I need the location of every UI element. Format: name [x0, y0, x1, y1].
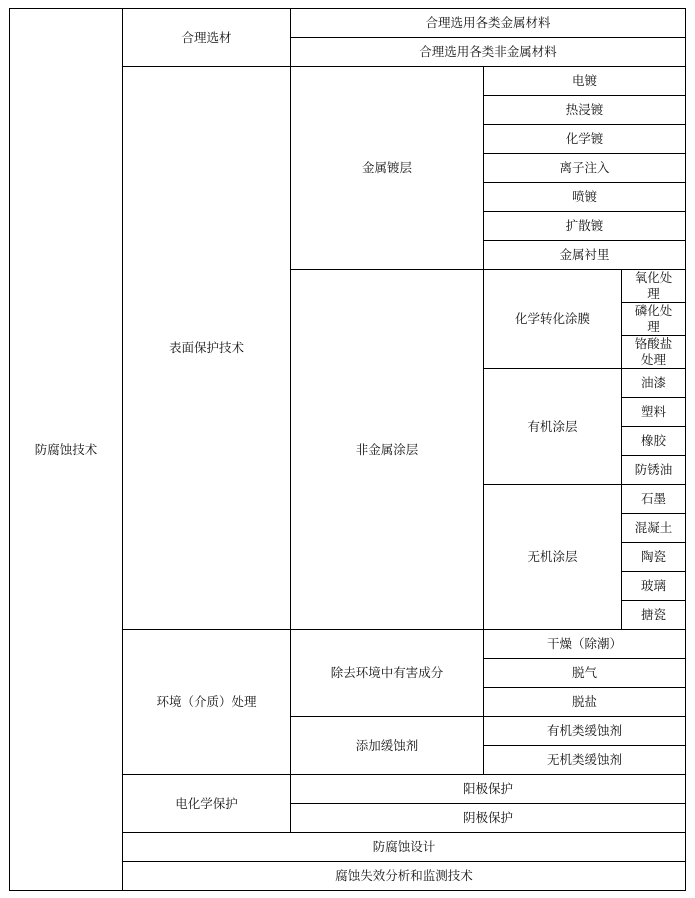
leaf-cell: 阳极保护 [290, 774, 686, 804]
leaf-cell: 搪瓷 [621, 600, 686, 630]
leaf-cell: 喷镀 [483, 182, 686, 212]
leaf-cell: 脱盐 [483, 687, 686, 717]
leaf-cell: 石墨 [621, 484, 686, 514]
leaf-cell: 有机类缓蚀剂 [483, 716, 686, 746]
inhibitor-cell: 添加缓蚀剂 [290, 716, 484, 775]
leaf-cell: 橡胶 [621, 426, 686, 456]
design-cell: 防腐蚀设计 [122, 832, 686, 862]
leaf-cell: 合理选用各类非金属材料 [290, 37, 686, 67]
remove-harmful-cell: 除去环境中有害成分 [290, 629, 484, 717]
leaf-cell: 氧化处理 [621, 269, 686, 303]
leaf-cell: 混凝土 [621, 513, 686, 543]
electrochemical-cell: 电化学保护 [122, 774, 291, 833]
leaf-cell: 陶瓷 [621, 542, 686, 572]
environment-treatment-cell: 环境（介质）处理 [122, 629, 291, 775]
leaf-cell: 化学镀 [483, 124, 686, 154]
leaf-cell: 脱气 [483, 658, 686, 688]
leaf-cell: 无机类缓蚀剂 [483, 745, 686, 775]
leaf-cell: 扩散镀 [483, 211, 686, 241]
inorganic-coating-cell: 无机涂层 [483, 484, 622, 630]
leaf-cell: 热浸镀 [483, 95, 686, 125]
leaf-cell: 磷化处理 [621, 302, 686, 336]
material-selection-cell: 合理选材 [122, 8, 291, 67]
leaf-cell: 玻璃 [621, 571, 686, 601]
leaf-cell: 离子注入 [483, 153, 686, 183]
nonmetal-coating-cell: 非金属涂层 [290, 269, 484, 630]
leaf-cell: 干燥（除潮） [483, 629, 686, 659]
leaf-cell: 铬酸盐处理 [621, 335, 686, 369]
organic-coating-cell: 有机涂层 [483, 368, 622, 485]
leaf-cell: 金属衬里 [483, 240, 686, 270]
leaf-cell: 防锈油 [621, 455, 686, 485]
metal-coating-cell: 金属镀层 [290, 66, 484, 270]
root-cell: 防腐蚀技术 [9, 8, 123, 891]
leaf-cell: 合理选用各类金属材料 [290, 8, 686, 38]
leaf-cell: 油漆 [621, 368, 686, 398]
failure-analysis-cell: 腐蚀失效分析和监测技术 [122, 861, 686, 891]
leaf-cell: 塑料 [621, 397, 686, 427]
chemical-conversion-cell: 化学转化涂膜 [483, 269, 622, 369]
surface-protection-cell: 表面保护技术 [122, 66, 291, 630]
leaf-cell: 阴极保护 [290, 803, 686, 833]
leaf-cell: 电镀 [483, 66, 686, 96]
